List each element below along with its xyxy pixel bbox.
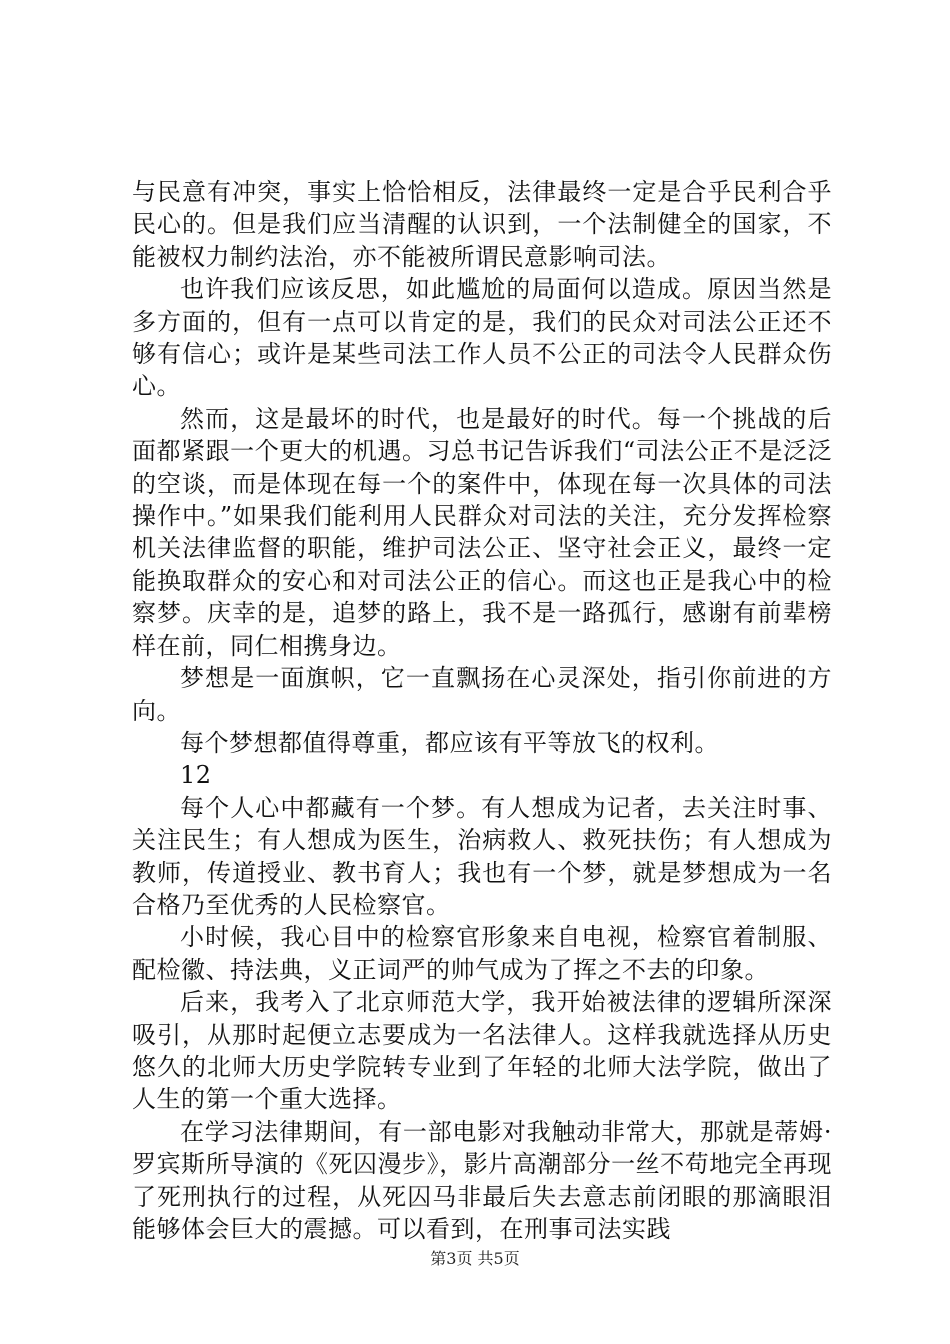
paragraph-childhood: 小时候，我心目中的检察官形象来自电视，检察官着制服、配检徽、持法典，义正词严的帅气成为了挥之不去的印象。 <box>132 923 832 984</box>
paragraph-dream-respect: 每个梦想都值得尊重，都应该有平等放飞的权利。 <box>180 728 719 757</box>
paragraph-number: 12 <box>180 761 212 790</box>
paragraph-university: 后来，我考入了北京师范大学，我开始被法律的逻辑所深深吸引，从那时起便立志要成为一名法律人。这样我就选择从历史悠久的北师大历史学院转专业到了年轻的北师大法学院，做出了人生的第一个重大选择。 <box>132 988 832 1114</box>
document-body <box>132 176 832 1245</box>
paragraph-reflection: 也许我们应该反思，如此尴尬的局面何以造成。原因当然是多方面的，但有一点可以肯定的是，我们的民众对司法公正还不够有信心；或许是某些司法工作人员不公正的司法令人民群众伤心。 <box>132 275 832 401</box>
paragraph-dream-flag: 梦想是一面旗帜，它一直飘扬在心灵深处，指引你前进的方向。 <box>132 664 832 725</box>
page-footer: 第3页 共5页 <box>430 1249 520 1268</box>
paragraph-movie: 在学习法律期间，有一部电影对我触动非常大，那就是蒂姆·罗宾斯所导演的《死囚漫步》，影片高潮部分一丝不苟地完全再现了死刑执行的过程，从死囚马非最后失去意志前闭眼的那滴眼泪能够体会巨大的震撼。可以看到，在刑事司法实践 <box>132 1117 832 1243</box>
paragraph-opportunity: 然而，这是最坏的时代，也是最好的时代。每一个挑战的后面都紧跟一个更大的机遇。习总书记告诉我们“司法公正不是泛泛的空谈，而是体现在每一个的案件中，体现在每一次具体的司法操作中。”如果我们能利用人民群众对司法的关注，充分发挥检察机关法律监督的职能，维护司法公正、坚守社会正义，最终一定能换取群众的安心和对司法公正的信心。而这也正是我心中的检察梦。庆幸的是，追梦的路上，我不是一路孤行，感谢有前辈榜样在前，同仁相携身边。 <box>132 404 832 660</box>
paragraph-everyone-dream: 每个人心中都藏有一个梦。有人想成为记者，去关注时事、关注民生；有人想成为医生，治病救人、救死扶伤；有人想成为教师，传道授业、教书育人；我也有一个梦，就是梦想成为一名合格乃至优秀的人民检察官。 <box>132 793 832 919</box>
paragraph-continued: 与民意有冲突，事实上恰恰相反，法律最终一定是合乎民利合乎民心的。但是我们应当清醒的认识到，一个法制健全的国家，不能被权力制约法治，亦不能被所谓民意影响司法。 <box>132 178 832 271</box>
